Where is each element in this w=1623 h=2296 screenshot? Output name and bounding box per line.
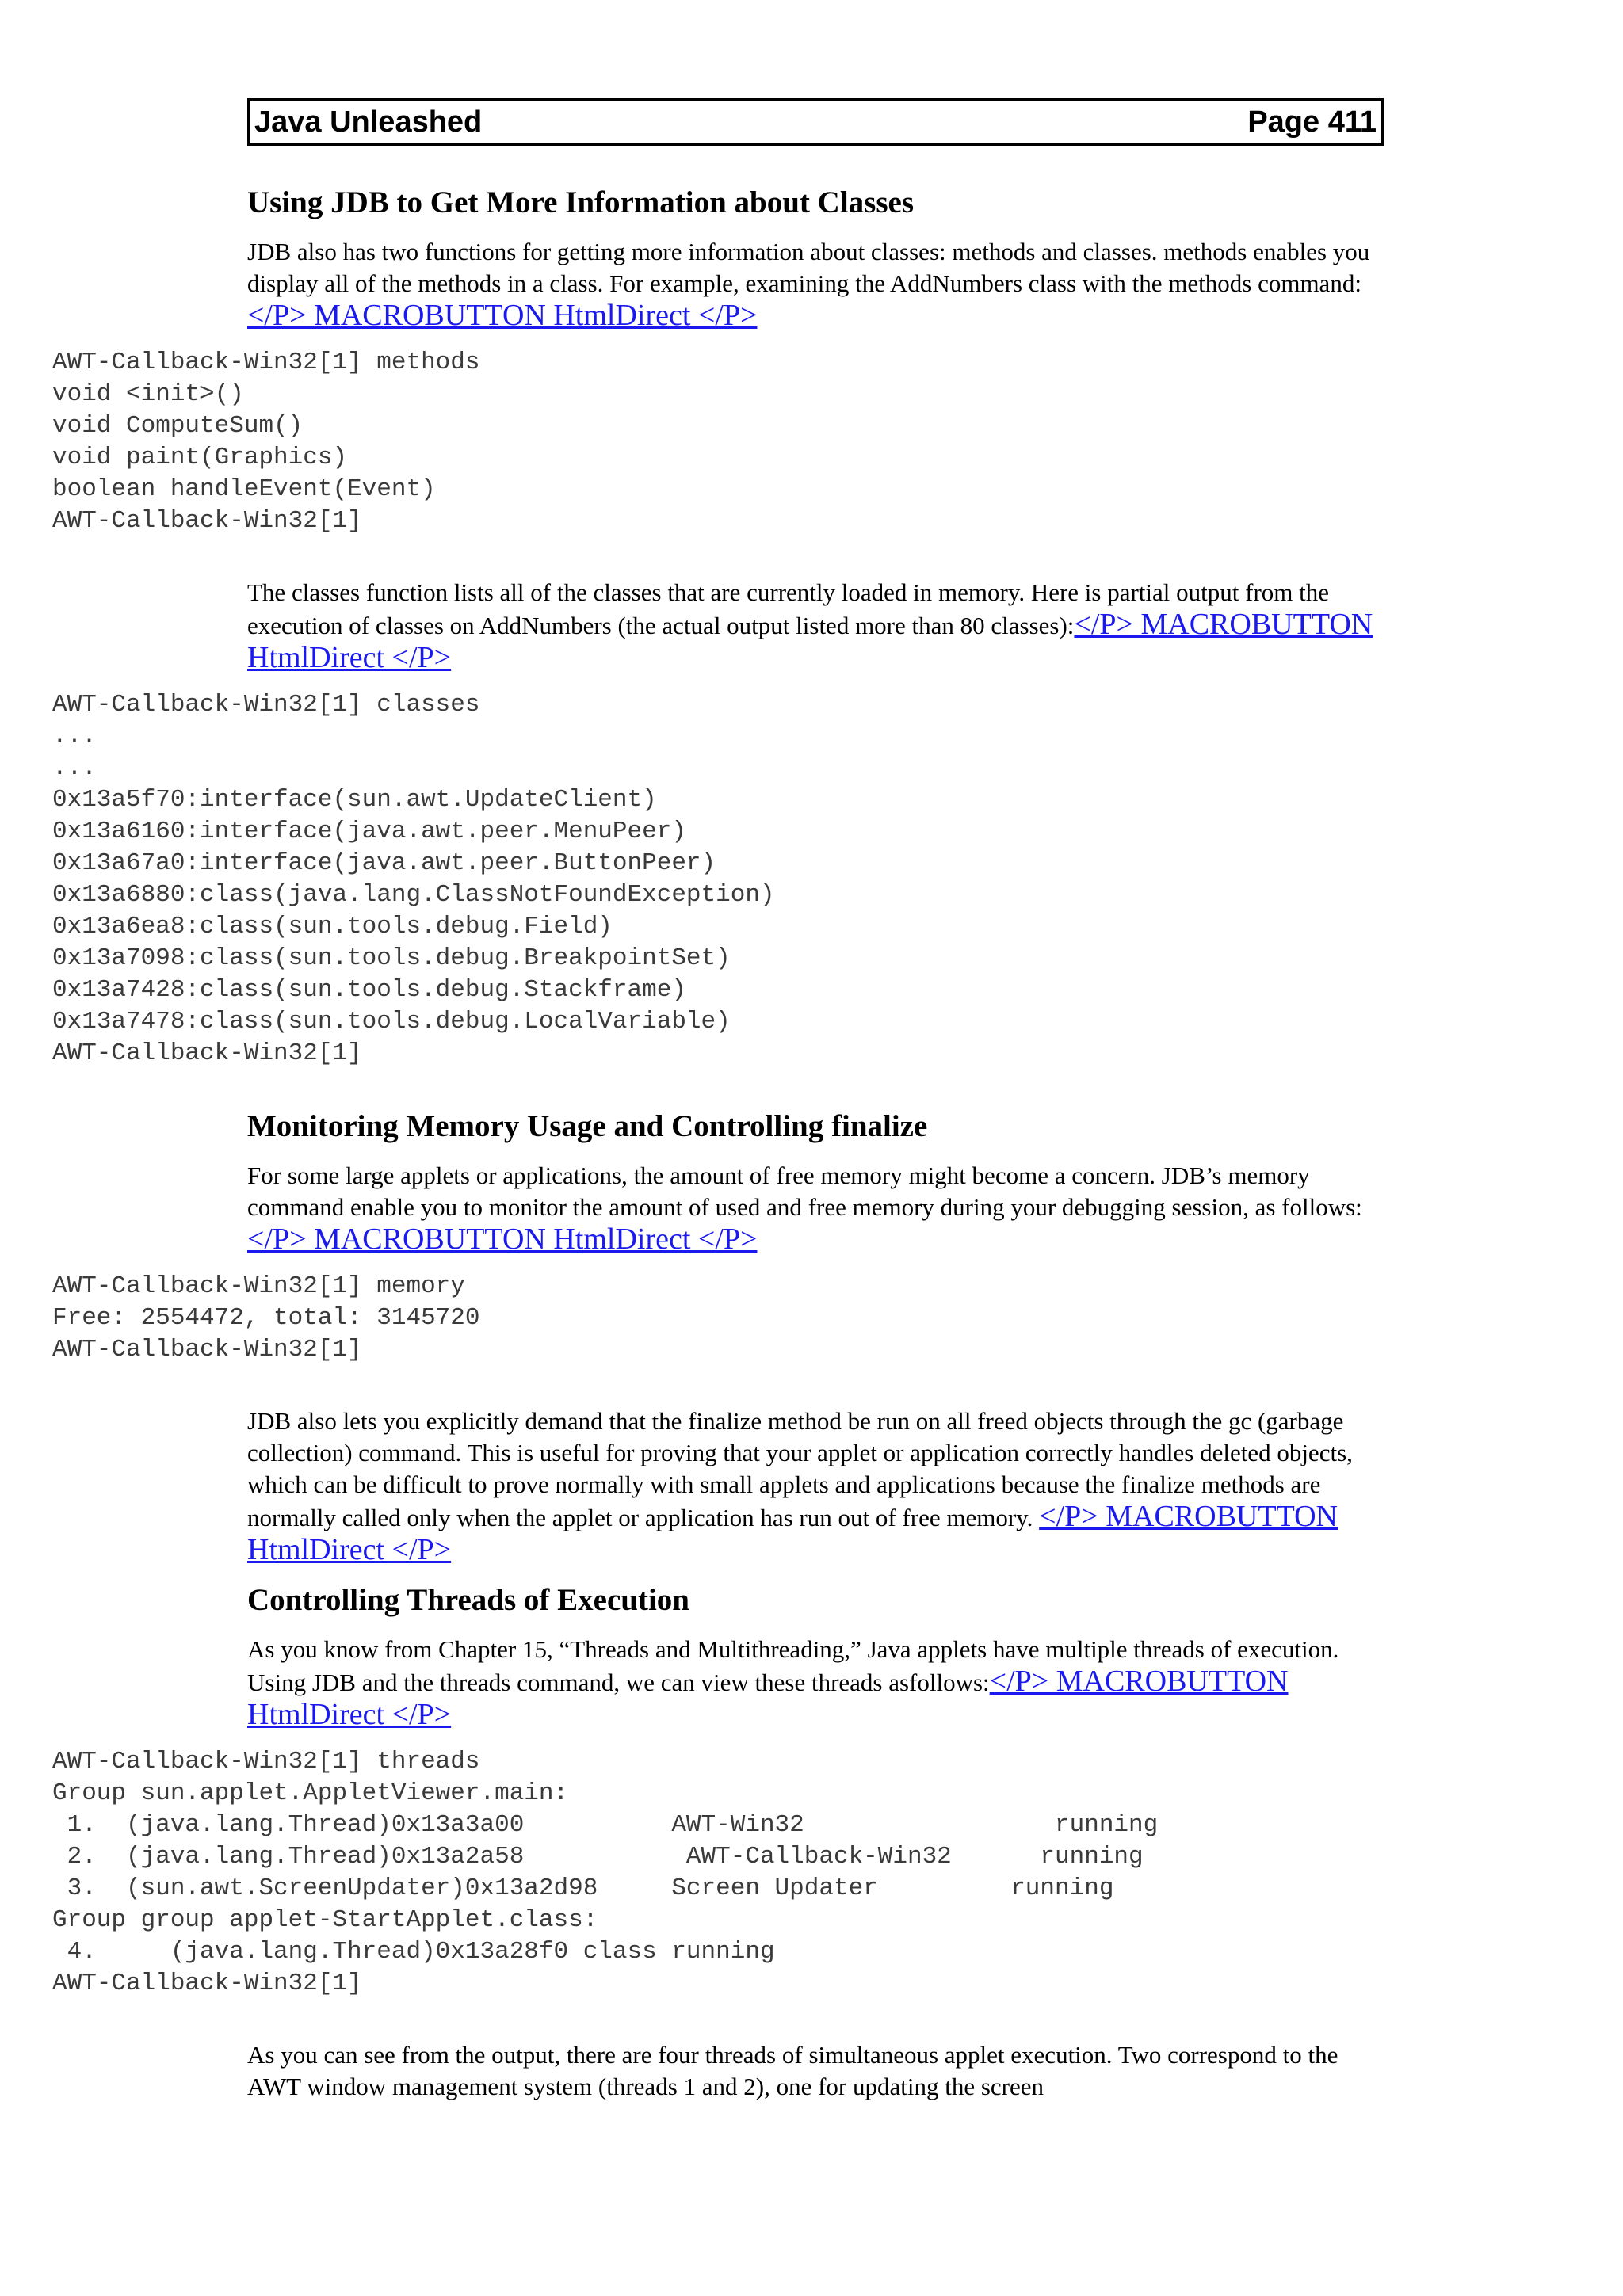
section-heading-memory: Monitoring Memory Usage and Controlling finalize: [247, 1109, 928, 1143]
page-number: Page 411: [1247, 105, 1377, 139]
code-listing-memory: AWT-Callback-Win32[1] memory Free: 2554472, total: 3145720 AWT-Callback-Win32[1]: [52, 1272, 480, 1363]
macrobutton-link[interactable]: </P> MACROBUTTON HtmlDirect </P>: [247, 1222, 758, 1256]
book-title: Java Unleashed: [254, 105, 483, 139]
paragraph-classes-intro: The classes function lists all of the classes that are currently loaded in memory. Here is partial output from the execution of classes on AddNumbers (the actual output listed more than 80 classes):</P> MACROBUTTON HtmlDirect </P>: [247, 578, 1373, 674]
page-header: [247, 98, 1384, 146]
paragraph-memory-intro: For some large applets or applications, the amount of free memory might become a concern. JDB’s memory command enable you to monitor the amount of used and free memory during your debugging session, as follows:</P> MACROBUTTON HtmlDirect </P>: [247, 1161, 1362, 1256]
code-listing-classes: AWT-Callback-Win32[1] classes ... ... 0x13a5f70:interface(sun.awt.UpdateClient) 0x13a6160:interface(java.awt.peer.MenuPeer) 0x13a67a0:interface(java.awt.peer.ButtonPeer) 0x13a6880:class(java.lang.ClassNotFoundException) 0x13a6ea8:class(sun.tools.debug.Field) 0x13a7098:class(sun.tools.debug.BreakpointSet) 0x13a7428:class(sun.tools.debug.Stackframe) 0x13a7478:class(sun.tools.debug.LocalVariable) AWT-Callback-Win32[1]: [52, 691, 775, 1067]
macrobutton-link[interactable]: </P> MACROBUTTON HtmlDirect </P>: [247, 299, 758, 332]
code-listing-threads: AWT-Callback-Win32[1] threads Group sun.applet.AppletViewer.main: 1. (java.lang.Thread)0x13a3a00 AWT-Win32 running 2. (java.lang.Thread)0x13a2a58 AWT-Callback-Win32 running 3. (sun.awt.ScreenUpdater)0x13a2d98 Screen Updater running Group group applet-StartApplet.class: 4. (java.lang.Thread)0x13a28f0 class running AWT-Callback-Win32[1]: [52, 1748, 1159, 1997]
section-heading-classes: Using JDB to Get More Information about Classes: [247, 185, 915, 219]
macrobutton-link[interactable]: </P> MACROBUTTON HtmlDirect </P>: [247, 608, 1373, 674]
code-listing-methods: AWT-Callback-Win32[1] methods void <init>() void ComputeSum() void paint(Graphics) boolean handleEvent(Event) AWT-Callback-Win32[1]: [52, 349, 480, 535]
macrobutton-link[interactable]: </P> MACROBUTTON HtmlDirect </P>: [247, 1500, 1338, 1566]
paragraph-gc: JDB also lets you explicitly demand that the finalize method be run on all freed objects through the gc (garbage collection) command. This is useful for proving that your applet or application correctly handles deleted objects, which can be difficult to prove normally with small applets and applications because the finalize methods are normally called only when the applet or application has run out of free memory. </P> MACROBUTTON HtmlDirect </P>: [247, 1407, 1353, 1566]
paragraph-threads-output: As you can see from the output, there are four threads of simultaneous applet execution. Two correspond to the AWT window management system (threads 1 and 2), one for updating the screen: [247, 2041, 1338, 2100]
page-content: [0, 184, 1623, 2103]
paragraph-methods-intro: JDB also has two functions for getting more information about classes: methods and classes. methods enables you display all of the methods in a class. For example, examining the AddNumbers class with the methods command:</P> MACROBUTTON HtmlDirect </P>: [247, 238, 1370, 332]
macrobutton-link[interactable]: </P> MACROBUTTON HtmlDirect </P>: [247, 1665, 1289, 1731]
section-heading-threads: Controlling Threads of Execution: [247, 1583, 689, 1617]
paragraph-threads-intro: As you know from Chapter 15, “Threads and Multithreading,” Java applets have multiple threads of execution. Using JDB and the threads command, we can view these threads asfollows:</P> MACROBUTTON HtmlDirect </P>: [247, 1635, 1339, 1731]
